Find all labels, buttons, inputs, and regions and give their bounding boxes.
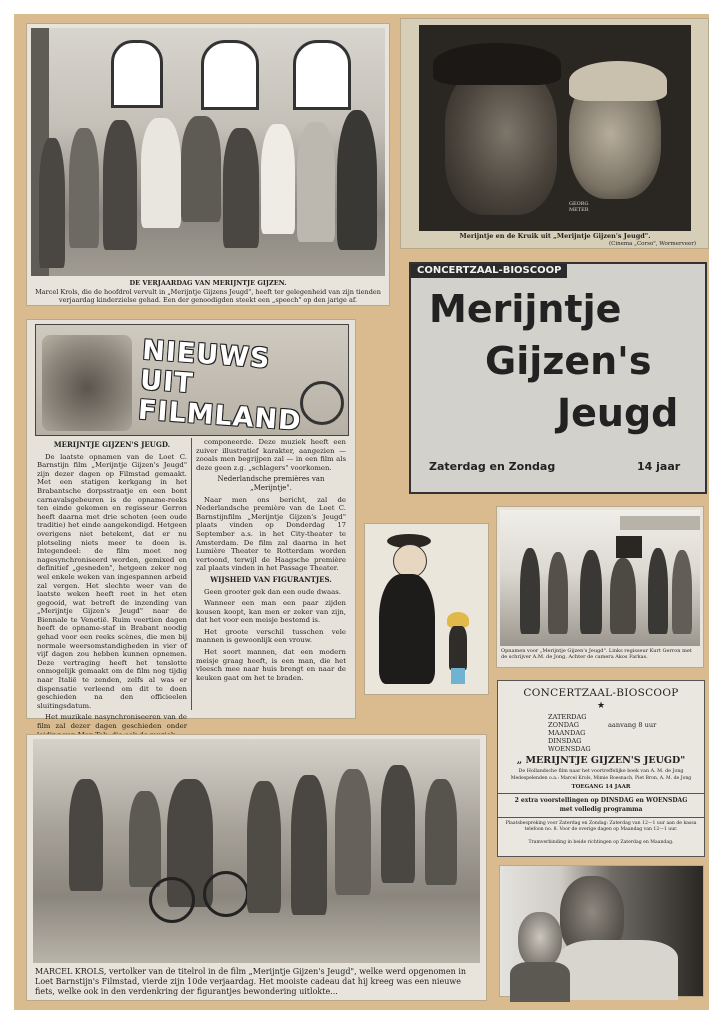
ad-small-line: Medespelenden o.a.: Marcel Krols, Mimie Boesnach, Piet Bron, A. M. de Jong [510, 776, 692, 781]
child [223, 128, 259, 248]
artist-signature: GEORG METER [569, 201, 589, 213]
child [261, 124, 295, 234]
clipping-birthday [27, 24, 389, 305]
cameraman [610, 558, 636, 634]
day-item: WOENSDAG [548, 745, 591, 753]
film-set-photo [500, 510, 700, 646]
man-body [558, 940, 678, 1000]
boy-head [518, 912, 562, 968]
boy-legs-cartoon [451, 668, 465, 684]
ad-small-divider [498, 793, 704, 794]
article-paragraph: Naar men ons bericht, zal de Nederlandsche première van de Loet C. Barnstijnfilm „Merijntje Gijzen's Jeugd" plaats vinden op Donderdag 17 September a.s. in het City-theater te Amsterdam. De film zal daarna in het Lumière Theater te Rotterdam worden vertoond, terwijl de Haagsche première zal plaats vinden in het Passage Theater. [196, 495, 346, 573]
cartoon-illustration [365, 524, 488, 694]
priest-head [393, 544, 427, 578]
masthead-title: NIEUWS UIT FILMLAND [137, 334, 303, 438]
quote: Geen grooter gek dan een oude dwaas. [204, 587, 341, 596]
star-icon: ★ [596, 701, 606, 711]
crew-member [580, 550, 602, 634]
running-child [129, 791, 161, 887]
man-cap [433, 43, 561, 85]
child [103, 120, 137, 250]
ad-small-line: 2 extra voorstellingen op DINSDAG en WOENSDAG [514, 797, 688, 804]
window-left [111, 40, 163, 108]
child [69, 128, 99, 248]
movie-camera [616, 536, 642, 558]
banner-text [620, 516, 700, 530]
boy-hair [569, 61, 667, 101]
child [297, 122, 335, 242]
ad-days: Zaterdag en Zondag [429, 460, 556, 473]
ad-small-header: CONCERTZAAL-BIOSCOOP [523, 687, 679, 699]
column-divider [191, 438, 192, 710]
clipping-bicycle [27, 735, 486, 1000]
day-item: MAANDAG [548, 729, 586, 737]
writer [548, 552, 568, 634]
clipping-portrait [500, 866, 703, 996]
child [181, 116, 221, 222]
article-column-2 [196, 438, 346, 716]
article-subheading-2: WIJSHEID VAN FIGURANTJES. [210, 574, 332, 584]
ad-small-line: De Hollandsche film naar het voortreffelijke boek van A. M. de Jong [518, 769, 684, 774]
cinema-ad-small [497, 680, 705, 857]
ad-small-line: Tramverbinding in beide richtingen op Zaterdag en Maandag. [528, 840, 674, 845]
ad-age: 14 jaar [637, 460, 681, 473]
cinema-ad-large [409, 262, 707, 494]
article-subheading: Nederlandsche premières van „Merijntje". [217, 475, 325, 492]
running-child [247, 781, 281, 913]
article-paragraph: Het muzikale nasynchroniseeren van de film zal dezer dagen geschieden onder [37, 713, 187, 730]
ad-small-time: aanvang 8 uur [608, 721, 657, 729]
ad-title-line1: Merijntje [429, 287, 622, 331]
bicycle-photo [33, 739, 480, 963]
birthday-photo [31, 28, 385, 276]
portrait-photo [500, 866, 703, 996]
window-right [293, 40, 351, 110]
running-child [425, 779, 457, 885]
article-paragraph: De laatste opnamen van de Loet C. Barnstijn film „Merijntje Gijzen's Jeugd" zijn dezer dagen op Filmstad gemaakt. Met een statigen kerkgang in het Brabantsche dorpsstraatje en een bont carnavalsgebeuren is de opname-reeks ten einde gekomen en regisseur Gerron heeft daarna met drie schoten (een oude traditie) het einde aangekondigd. Hetgeen overigens niet betekent, dat er nu plotseling niets meer te doen is. Integendeel: de film moet nog nagesynchroniseerd worden, gemixed en definitief „gesneden", hetgeen zeker nog wel enkele weken van ingespannen arbeid zal vergen. Het slechte weer van de laatste weken heeft roet in het eten gegooid, wat betreft de inzending van „Merijntje Gijzen's Jeugd" naar de Biennale te Venetië. Ruim veertien dagen heeft de opname-staf in Brabant noodig gehad voor een reeks scènes, die men bij normale weersomstandigheden in vier of vijf dagen zou hebben kunnen opnemen. Deze vertraging heeft het tenslotte onmogelijk gemaakt om de film nog tijdig naar Italië te zenden, zelfs al was er dispensatie verleend om dit te doen geschieden na den officieelen sluitingsdatum. [37, 452, 187, 710]
drawing-merijntje-kruik [419, 25, 691, 231]
running-child [381, 765, 415, 883]
drawing-source: (Cinema „Corso", Wormerveer) [608, 241, 696, 247]
drawing-caption: Merijntje en de Kruik uit „Merijntje Gijzen's Jeugd". [459, 232, 651, 240]
clipping-film-set [497, 507, 703, 667]
adult [337, 110, 377, 250]
boy-body-cartoon [449, 626, 467, 670]
window-mid [201, 40, 259, 110]
ad-title-line2: Gijzen's [485, 339, 652, 383]
article-column-1 [37, 438, 187, 730]
priest-body [379, 574, 435, 684]
article-paragraph: componeerde. Deze muziek heeft een zuiver illustratief karakter, aangezien — zooals men begrijpen zal — in een film als deze geen z.g. „schlagers" voorkomen. [196, 438, 346, 472]
child [141, 118, 181, 228]
running-child [335, 769, 371, 895]
child [39, 138, 65, 268]
ad-header: CONCERTZAAL-BIOSCOOP [411, 264, 567, 278]
birthday-caption: Marcel Krols, die de hoofdrol vervult in „Merijntje Gijzens Jeugd", heeft ter gelegenheid van zijn tienden verjaardag kinderzielse gehad. Een der genoodigden steekt een „speech" op den jarige af. [35, 288, 381, 304]
film-reel-icon [300, 381, 344, 425]
bicycle-wheel [203, 871, 249, 917]
ad-small-line: Plaatsbespreking voor Zaterdag en Zondag: Zaterdag van 12—1 uur aan de kassa telefoon no. 8. Voor de overige dagen op Maandag van 12—1 uur. [505, 821, 697, 832]
day-item: DINSDAG [548, 737, 582, 745]
birthday-title: DE VERJAARDAG VAN MERIJNTJE GIJZEN. [129, 279, 287, 287]
film-set-caption: Opnamen voor „Merijntje Gijzen's Jeugd". Links regisseur Kurt Gerron met de schrijver A.M. de Jong. Achter de camera Akos Farkas. [501, 648, 692, 660]
clipping-drawing [401, 19, 708, 248]
crew-member [672, 550, 692, 634]
running-child [69, 779, 103, 891]
quote: Het groote verschil tusschen vele mannen is gewoonlijk een vrouw. [196, 627, 346, 645]
quote: Wanneer een man een paar zijden kousen koopt, kan men er zeker van zijn, dat het voor een meisje bestemd is. [196, 599, 346, 625]
ad-small-line: met volledig programma [559, 806, 643, 813]
bicycle-wheel [149, 877, 195, 923]
running-child [291, 775, 327, 915]
ad-small-title: „ MERIJNTJE GIJZEN'S JEUGD" [516, 755, 686, 766]
clipping-article [27, 320, 355, 730]
day-item: ZONDAG [548, 721, 580, 729]
bicycle-caption: MARCEL KROLS, vertolker van de titelrol in de film „Merijntje Gijzen's Jeugd", welke werd opgenomen in Loet Barnstijn's Filmstad, vierde zijn 10de verjaardag. Het mooiste cadeau dat hij kreeg was een nieuwe fiets, welke ook in den verdenkring der figurantjes bewondering uitlokte... [35, 967, 467, 996]
quote: Het soort mannen, dat een modern meisje graag heeft, is een man, die het vleesch mee naar huis brengt en naar de keuken gaat om het te braden. [196, 648, 346, 682]
masthead [35, 324, 349, 436]
crew-member [648, 548, 668, 634]
ad-small-days [548, 713, 604, 753]
article-heading: MERIJNTJE GIJZEN'S JEUGD. [53, 440, 171, 449]
boy-body [510, 962, 570, 1002]
day-item: ZATERDAG [548, 713, 587, 721]
director [520, 548, 540, 634]
ad-small-divider [498, 817, 704, 818]
ad-title-line3: Jeugd [557, 391, 679, 435]
camera-illustration [42, 335, 132, 431]
man-face [445, 65, 557, 215]
ad-small-line: TOEGANG 14 JAAR [571, 784, 631, 790]
